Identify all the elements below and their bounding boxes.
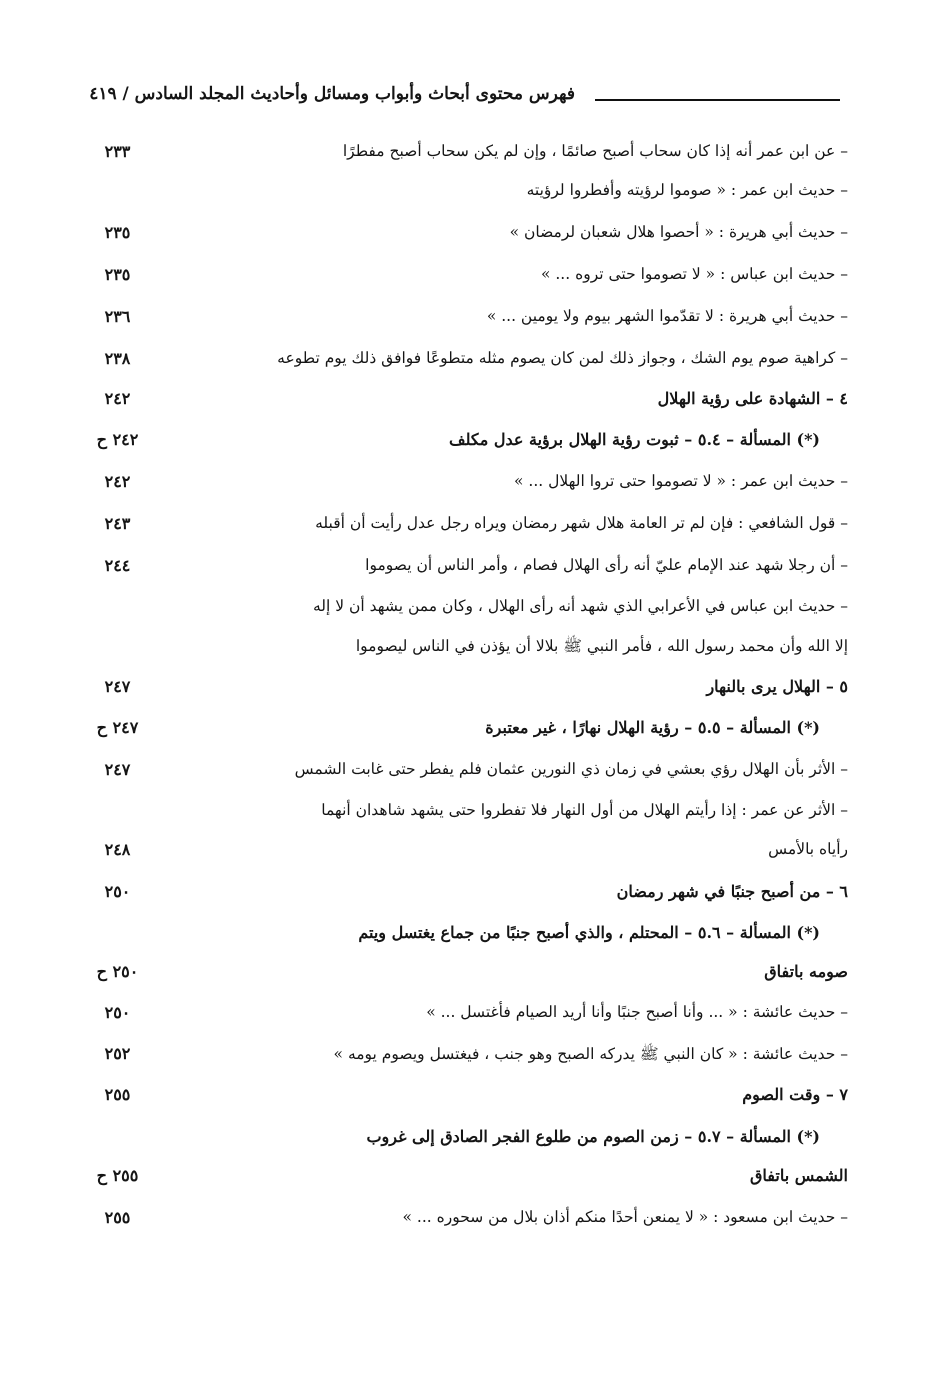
entry-text: – حديث ابن عمر : « صوموا لرؤيته وأفطروا لرؤيته bbox=[526, 181, 848, 199]
header-title: فهرس محتوى أبحاث وأبواب ومسائل وأحاديث المجلد السادس / ٤١٩ bbox=[89, 84, 575, 104]
entry-text: ٦ – من أصبح جنبًا في شهر رمضان bbox=[616, 882, 848, 901]
page-number: ٢٥٢ bbox=[104, 1044, 131, 1063]
entry-text: – الأثر بأن الهلال رؤي بعشي في زمان ذي النورين عثمان فلم يفطر حتى غابت الشمس bbox=[294, 760, 848, 778]
entry-text: إلا الله وأن محمد رسول الله ، فأمر النبي ﷺ بلالا أن يؤذن في الناس ليصوموا bbox=[355, 637, 848, 655]
page-number: ٢٤٢ bbox=[104, 389, 131, 408]
page-number: ٢٤٢ ح bbox=[96, 430, 139, 449]
entry-text: – أن رجلا شهد عند الإمام عليّ أنه رأى الهلال فصام ، وأمر الناس أن يصوموا bbox=[365, 556, 848, 574]
running-header bbox=[60, 84, 840, 110]
entry-text: – حديث ابن مسعود : « لا يمنعن أحدًا منكم أذان بلال من سحوره ... » bbox=[402, 1208, 848, 1226]
page-number: ٢٣٨ bbox=[104, 349, 131, 368]
page-number: ٢٣٣ bbox=[104, 142, 131, 161]
page-number: ٢٥٠ ح bbox=[96, 962, 139, 981]
entry-text: – الأثر عن عمر : إذا رأيتم الهلال من أول النهار فلا تفطروا حتى يشهد شاهدان أنهما bbox=[321, 801, 848, 819]
entry-text: رأياه بالأمس bbox=[768, 840, 848, 858]
page-number: ٢٥٠ bbox=[104, 1003, 131, 1022]
entry-text: ٤ – الشهادة على رؤية الهلال bbox=[657, 389, 848, 408]
entry-text: (*) المسألة – ٥.٤ – ثبوت رؤية الهلال برؤية عدل مكلف bbox=[449, 430, 820, 449]
page-number: ٢٤٢ bbox=[104, 472, 131, 491]
entry-text: الشمس باتفاق bbox=[750, 1166, 848, 1185]
entry-text: – حديث أبي هريرة : لا تقدّموا الشهر بيوم ولا يومين ... » bbox=[486, 307, 848, 325]
page-number: ٢٤٧ ح bbox=[96, 718, 139, 737]
entry-text: ٥ – الهلال يرى بالنهار bbox=[706, 677, 848, 696]
header-rule bbox=[595, 99, 840, 101]
page-number: ٢٤٧ bbox=[104, 677, 131, 696]
entry-text: (*) المسألة – ٥.٥ – رؤية الهلال نهارًا ، غير معتبرة bbox=[485, 718, 820, 737]
entry-text: – حديث ابن عباس : « لا تصوموا حتى تروه ... » bbox=[540, 265, 848, 283]
entry-text: (*) المسألة – ٥.٧ – زمن الصوم من طلوع الفجر الصادق إلى غروب bbox=[366, 1127, 820, 1146]
page-number: ٢٥٠ bbox=[104, 882, 131, 901]
entry-text: ٧ – وقت الصوم bbox=[742, 1085, 848, 1104]
entry-text: – قول الشافعي : فإن لم تر العامة هلال شهر رمضان ويراه رجل عدل رأيت أن أقبله bbox=[315, 514, 848, 532]
page-number: ٢٤٨ bbox=[104, 840, 131, 859]
page-number: ٢٥٥ ح bbox=[96, 1166, 139, 1185]
entry-text: – حديث ابن عمر : « لا تصوموا حتى تروا الهلال ... » bbox=[513, 472, 848, 490]
entry-text: – حديث عائشة : « كان النبي ﷺ يدركه الصبح وهو جنب ، فيغتسل ويصوم يومه » bbox=[333, 1045, 848, 1063]
page-number: ٢٥٥ bbox=[104, 1208, 131, 1227]
page-number: ٢٤٣ bbox=[104, 514, 131, 533]
entry-text: – عن ابن عمر أنه إذا كان سحاب أصبح صائمًا ، وإن لم يكن سحاب أصبح مفطرًا bbox=[342, 142, 848, 160]
page-number: ٢٥٥ bbox=[104, 1085, 131, 1104]
entry-text: – حديث ابن عباس في الأعرابي الذي شهد أنه رأى الهلال ، وكان ممن يشهد أن لا إله bbox=[313, 597, 848, 615]
page-number: ٢٤٧ bbox=[104, 760, 131, 779]
entry-text: – حديث عائشة : « ... وأنا أصبح جنبًا وأنا أريد الصيام فأغتسل ... » bbox=[426, 1003, 848, 1021]
page-number: ٢٤٤ bbox=[104, 556, 131, 575]
entry-text: صومه باتفاق bbox=[764, 962, 848, 981]
page-number: ٢٣٦ bbox=[104, 307, 131, 326]
page-number: ٢٣٥ bbox=[104, 223, 131, 242]
page-number: ٢٣٥ bbox=[104, 265, 131, 284]
entry-text: (*) المسألة – ٥.٦ – المحتلم ، والذي أصبح جنبًا من جماع يغتسل ويتم bbox=[358, 923, 820, 942]
entry-text: – كراهية صوم يوم الشك ، وجواز ذلك لمن كان يصوم مثله متطوعًا فوافق ذلك يوم تطوعه bbox=[277, 349, 848, 367]
entry-text: – حديث أبي هريرة : « أحصوا هلال شعبان لرمضان » bbox=[509, 223, 848, 241]
